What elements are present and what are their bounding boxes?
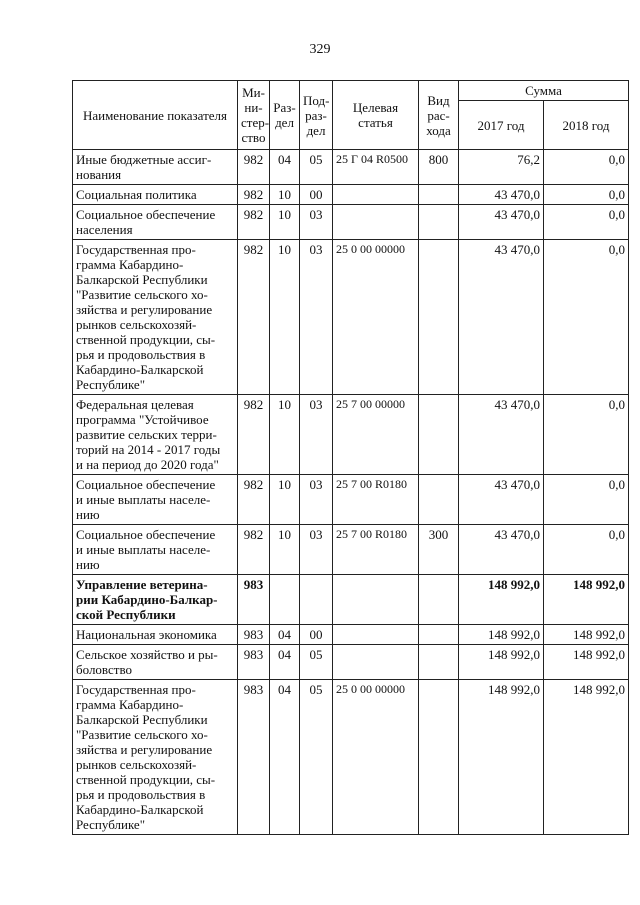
cell-ministry: 982 bbox=[238, 475, 270, 525]
cell-target bbox=[333, 575, 419, 625]
cell-name: Иные бюджетные ассиг- нования bbox=[73, 150, 238, 185]
cell-ministry: 982 bbox=[238, 525, 270, 575]
cell-target: 25 0 00 00000 bbox=[333, 680, 419, 835]
cell-amount-2017: 148 992,0 bbox=[459, 575, 544, 625]
table-row bbox=[73, 185, 629, 205]
cell-target: 25 Г 04 R0500 bbox=[333, 150, 419, 185]
cell-ministry: 982 bbox=[238, 185, 270, 205]
cell-name: Сельское хозяйство и ры- боловство bbox=[73, 645, 238, 680]
cell-amount-2018: 148 992,0 bbox=[544, 625, 629, 645]
cell-subsection: 03 bbox=[300, 475, 333, 525]
cell-amount-2018: 0,0 bbox=[544, 240, 629, 395]
table-row bbox=[73, 645, 629, 680]
header-target: Целевая статья bbox=[333, 81, 419, 150]
cell-section: 04 bbox=[270, 150, 300, 185]
cell-expense-type bbox=[419, 645, 459, 680]
cell-section: 10 bbox=[270, 185, 300, 205]
cell-section: 04 bbox=[270, 625, 300, 645]
cell-expense-type: 300 bbox=[419, 525, 459, 575]
table-row bbox=[73, 240, 629, 395]
cell-amount-2017: 148 992,0 bbox=[459, 680, 544, 835]
table-row bbox=[73, 150, 629, 185]
cell-ministry: 982 bbox=[238, 395, 270, 475]
header-year-2018: 2018 год bbox=[544, 101, 629, 150]
cell-ministry: 983 bbox=[238, 575, 270, 625]
cell-section: 10 bbox=[270, 205, 300, 240]
cell-amount-2018: 0,0 bbox=[544, 395, 629, 475]
table-row bbox=[73, 575, 629, 625]
page-number: 329 bbox=[309, 42, 331, 57]
cell-target: 25 0 00 00000 bbox=[333, 240, 419, 395]
cell-amount-2018: 148 992,0 bbox=[544, 680, 629, 835]
cell-amount-2017: 43 470,0 bbox=[459, 240, 544, 395]
cell-amount-2017: 43 470,0 bbox=[459, 525, 544, 575]
cell-ministry: 982 bbox=[238, 150, 270, 185]
cell-amount-2017: 148 992,0 bbox=[459, 645, 544, 680]
budget-table bbox=[72, 80, 629, 835]
cell-subsection: 00 bbox=[300, 625, 333, 645]
cell-name: Государственная про- грамма Кабардино- Балкарской Республики "Развитие сельского хо- зяйства и регулирование рынков сельскохозяй- ственной продукции, сы- рья и продовольствия в Кабардино-Балкарской Республике" bbox=[73, 680, 238, 835]
cell-section: 04 bbox=[270, 645, 300, 680]
cell-section: 10 bbox=[270, 475, 300, 525]
cell-amount-2017: 148 992,0 bbox=[459, 625, 544, 645]
table-row bbox=[73, 205, 629, 240]
cell-expense-type bbox=[419, 240, 459, 395]
cell-section: 04 bbox=[270, 680, 300, 835]
table-row bbox=[73, 680, 629, 835]
cell-name: Национальная экономика bbox=[73, 625, 238, 645]
table-row bbox=[73, 475, 629, 525]
cell-amount-2018: 0,0 bbox=[544, 525, 629, 575]
header-ministry: Ми- ни- стер- ство bbox=[238, 81, 270, 150]
cell-target: 25 7 00 R0180 bbox=[333, 475, 419, 525]
cell-subsection: 00 bbox=[300, 185, 333, 205]
cell-expense-type bbox=[419, 575, 459, 625]
cell-subsection: 03 bbox=[300, 240, 333, 395]
table-row bbox=[73, 395, 629, 475]
cell-ministry: 983 bbox=[238, 680, 270, 835]
cell-name: Управление ветерина- рии Кабардино-Балкар- ской Республики bbox=[73, 575, 238, 625]
header-name: Наименование показателя bbox=[73, 81, 238, 150]
cell-target bbox=[333, 645, 419, 680]
cell-name: Социальное обеспечение населения bbox=[73, 205, 238, 240]
cell-amount-2018: 0,0 bbox=[544, 475, 629, 525]
cell-target: 25 7 00 00000 bbox=[333, 395, 419, 475]
cell-name: Государственная про- грамма Кабардино- Балкарской Республики "Развитие сельского хо- зяйства и регулирование рынков сельскохозяй- ственной продукции, сы- рья и продовольствия в Кабардино-Балкарской Республике" bbox=[73, 240, 238, 395]
cell-expense-type bbox=[419, 625, 459, 645]
cell-ministry: 983 bbox=[238, 625, 270, 645]
cell-subsection: 03 bbox=[300, 205, 333, 240]
table-row bbox=[73, 625, 629, 645]
cell-name: Социальное обеспечение и иные выплаты населе- нию bbox=[73, 525, 238, 575]
cell-amount-2018: 0,0 bbox=[544, 205, 629, 240]
cell-target bbox=[333, 625, 419, 645]
cell-ministry: 982 bbox=[238, 205, 270, 240]
cell-expense-type bbox=[419, 680, 459, 835]
cell-subsection: 05 bbox=[300, 645, 333, 680]
table-row bbox=[73, 525, 629, 575]
table-body bbox=[73, 150, 629, 835]
cell-amount-2018: 0,0 bbox=[544, 150, 629, 185]
cell-amount-2017: 43 470,0 bbox=[459, 205, 544, 240]
cell-amount-2018: 148 992,0 bbox=[544, 645, 629, 680]
cell-expense-type bbox=[419, 185, 459, 205]
cell-amount-2017: 43 470,0 bbox=[459, 475, 544, 525]
cell-expense-type bbox=[419, 475, 459, 525]
header-section: Раз- дел bbox=[270, 81, 300, 150]
cell-target bbox=[333, 185, 419, 205]
cell-section: 10 bbox=[270, 240, 300, 395]
cell-subsection: 03 bbox=[300, 395, 333, 475]
header-subsection: Под- раз- дел bbox=[300, 81, 333, 150]
cell-ministry: 982 bbox=[238, 240, 270, 395]
cell-name: Социальное обеспечение и иные выплаты населе- нию bbox=[73, 475, 238, 525]
cell-target: 25 7 00 R0180 bbox=[333, 525, 419, 575]
cell-amount-2017: 43 470,0 bbox=[459, 395, 544, 475]
cell-expense-type bbox=[419, 395, 459, 475]
cell-target bbox=[333, 205, 419, 240]
cell-subsection bbox=[300, 575, 333, 625]
cell-section: 10 bbox=[270, 395, 300, 475]
header-sum: Сумма bbox=[459, 81, 629, 101]
header-expense-type: Вид рас- хода bbox=[419, 81, 459, 150]
cell-amount-2018: 148 992,0 bbox=[544, 575, 629, 625]
cell-amount-2017: 76,2 bbox=[459, 150, 544, 185]
cell-amount-2018: 0,0 bbox=[544, 185, 629, 205]
cell-ministry: 983 bbox=[238, 645, 270, 680]
cell-section: 10 bbox=[270, 525, 300, 575]
cell-section bbox=[270, 575, 300, 625]
cell-subsection: 03 bbox=[300, 525, 333, 575]
cell-amount-2017: 43 470,0 bbox=[459, 185, 544, 205]
cell-subsection: 05 bbox=[300, 680, 333, 835]
cell-subsection: 05 bbox=[300, 150, 333, 185]
cell-expense-type bbox=[419, 205, 459, 240]
header-year-2017: 2017 год bbox=[459, 101, 544, 150]
cell-name: Федеральная целевая программа "Устойчивое развитие сельских терри- торий на 2014 - 2017 годы и на период до 2020 года" bbox=[73, 395, 238, 475]
cell-name: Социальная политика bbox=[73, 185, 238, 205]
cell-expense-type: 800 bbox=[419, 150, 459, 185]
